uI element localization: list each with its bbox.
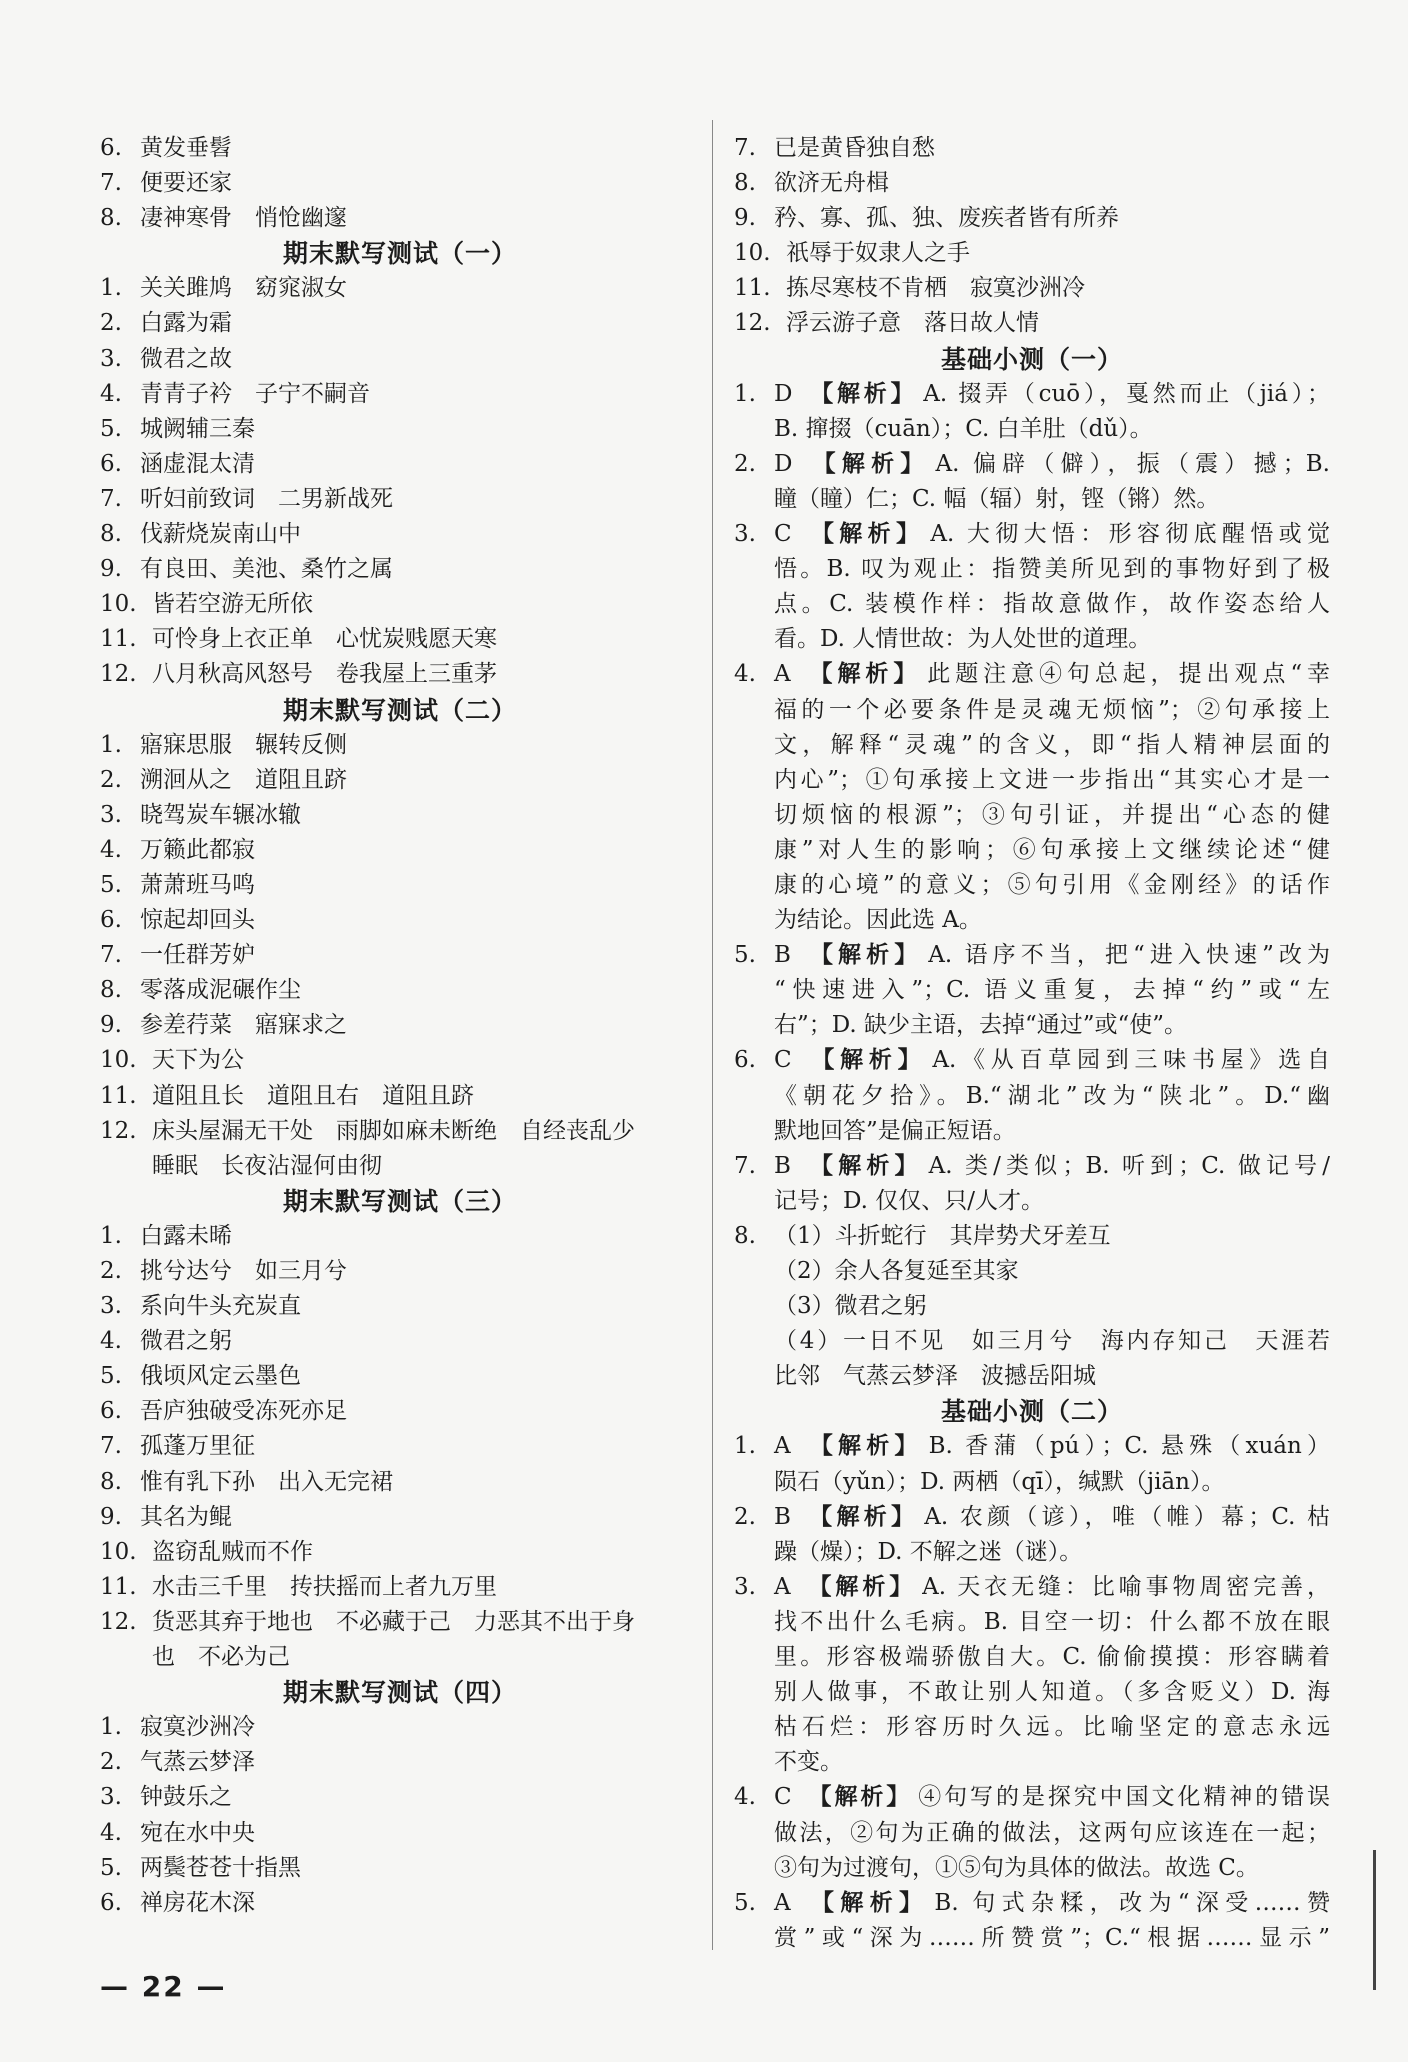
analysis-tag: 【解析】	[805, 1047, 927, 1074]
item-text: 其名为鲲	[140, 1503, 232, 1530]
section-heading: 期末默写测试（四）	[282, 1678, 517, 1708]
item-number: 12.	[734, 310, 771, 337]
item-number: 2.	[100, 1749, 122, 1776]
continuation-line: 福的一个必要条件是灵魂无烦恼”；②句承接上	[774, 696, 1330, 723]
analysis-tag: 【解析】	[805, 1784, 913, 1811]
analysis-tag: 【解析】	[804, 942, 923, 969]
item-text: 便要还家	[140, 170, 232, 197]
item-number: 10.	[100, 1538, 137, 1565]
item-text: 祇辱于奴隶人之手	[786, 240, 970, 267]
continuation-line: （4）一日不见 如三月兮 海内存知己 天涯若	[774, 1328, 1330, 1355]
answer-item	[100, 903, 700, 938]
item-number: 6.	[100, 1889, 122, 1916]
item-text: 伐薪烧炭南山中	[140, 521, 301, 548]
item-text: 俄顷风定云墨色	[140, 1363, 301, 1390]
item-number: 4.	[100, 380, 122, 407]
answer-item	[734, 938, 1330, 973]
continuation-line: 悟。B. 叹为观止：指赞美所见到的事物好到了极	[774, 556, 1330, 583]
item-number: 1.	[100, 1714, 122, 1741]
item-number: 2.	[100, 766, 122, 793]
item-number: 1.	[100, 275, 122, 302]
answer-choice: A	[774, 1889, 791, 1916]
analysis-tag: 【解析】	[804, 1889, 929, 1916]
item-number: 11.	[100, 1082, 137, 1109]
answer-item	[100, 201, 700, 236]
answer-item	[100, 798, 700, 833]
item-number: 2.	[734, 450, 756, 477]
continuation-line: 里。形容极端骄傲自大。C. 偷偷摸摸：形容瞒着	[774, 1644, 1330, 1671]
item-text: A. 大彻大悟：形容彻底醒悟或觉	[930, 521, 1331, 548]
answer-item	[100, 1254, 700, 1289]
item-number: 5.	[734, 942, 756, 969]
item-text: 道阻且长 道阻且右 道阻且跻	[152, 1082, 474, 1109]
answer-item	[100, 1780, 700, 1815]
item-text: 涵虚混太清	[140, 450, 255, 477]
continuation-line: 赏”或“深为……所赞赏”；C.“根据……显示”	[774, 1924, 1330, 1951]
item-text: 一任群芳妒	[140, 942, 255, 969]
answer-item	[734, 166, 1330, 201]
continuation-line: 内心”；①句承接上文进一步指出“其实心才是一	[774, 766, 1330, 793]
answer-item	[734, 517, 1330, 552]
item-text: 溯洄从之 道阻且跻	[140, 766, 347, 793]
continuation-line: 睡眠 长夜沾湿何由彻	[152, 1152, 382, 1179]
item-text: 钟鼓乐之	[140, 1784, 232, 1811]
analysis-tag: 【解析】	[804, 661, 922, 688]
item-text: 微君之躬	[140, 1328, 232, 1355]
item-number: 2.	[734, 1503, 756, 1530]
item-text: A. 偏辟（僻），振（震）撼；B.	[935, 450, 1330, 477]
item-text: 孤蓬万里征	[140, 1433, 255, 1460]
item-number: 6.	[100, 907, 122, 934]
item-text: 城阙辅三秦	[140, 415, 255, 442]
answer-item	[100, 342, 700, 377]
answer-item	[100, 938, 700, 973]
item-number: 10.	[100, 1047, 137, 1074]
answer-choice: D	[774, 450, 793, 477]
item-number: 5.	[100, 1854, 122, 1881]
continuation-line: 比邻 气蒸云梦泽 波撼岳阳城	[774, 1363, 1096, 1390]
answer-item	[734, 1149, 1330, 1184]
item-number: 11.	[100, 626, 137, 653]
answer-item	[100, 1886, 700, 1921]
item-text: A.《从百草园到三味书屋》选自	[932, 1047, 1331, 1074]
continuation-line: 陨石（yǔn）；D. 两栖（qī），缄默（jiān）。	[774, 1468, 1225, 1495]
answer-item	[100, 1008, 700, 1043]
item-text: 晓驾炭车辗冰辙	[140, 801, 301, 828]
item-text: A. 类/类似；B. 听到；C. 做记号/	[928, 1152, 1330, 1179]
continuation-line: 右”；D. 缺少主语，去掉“通过”或“使”。	[774, 1012, 1188, 1039]
continuation-line: 康”对人生的影响；⑥句承接上文继续论述“健	[774, 836, 1330, 863]
answer-item	[100, 306, 700, 341]
answer-item	[734, 236, 1330, 271]
item-number: 8.	[100, 1468, 122, 1495]
item-text: 已是黄昏独自愁	[774, 135, 935, 161]
answer-item	[100, 1114, 700, 1149]
answer-item	[100, 1535, 700, 1570]
item-number: 4.	[100, 1819, 122, 1846]
item-text: 萧萧班马鸣	[140, 871, 255, 898]
answer-choice: C	[774, 521, 792, 548]
analysis-tag: 【解析】	[804, 1433, 923, 1460]
answer-item	[100, 763, 700, 798]
answer-item	[100, 1465, 700, 1500]
item-text: 凄神寒骨 悄怆幽邃	[140, 205, 347, 232]
section-heading: 期末默写测试（三）	[282, 1186, 517, 1216]
answer-item	[100, 1570, 700, 1605]
continuation-line: 躁（燥）；D. 不解之迷（谜）。	[774, 1538, 1083, 1565]
item-text: 浮云游子意 落日故人情	[786, 310, 1039, 337]
answer-item	[100, 657, 700, 692]
item-number: 10.	[734, 240, 771, 267]
item-number: 2.	[100, 310, 122, 337]
item-number: 1.	[734, 380, 756, 407]
item-number: 3.	[100, 801, 122, 828]
item-number: 7.	[100, 485, 122, 512]
answer-choice: A	[774, 661, 791, 688]
item-number: 3.	[100, 1784, 122, 1811]
item-number: 8.	[734, 1222, 756, 1249]
answer-choice: B	[774, 1152, 791, 1179]
item-number: 1.	[100, 1222, 122, 1249]
item-number: 7.	[100, 170, 122, 197]
item-text: 参差荇菜 寤寐求之	[140, 1012, 347, 1039]
item-number: 3.	[734, 1573, 756, 1600]
item-number: 4.	[100, 1328, 122, 1355]
continuation-line: 为结论。因此选 A。	[774, 907, 982, 934]
item-text: 气蒸云梦泽	[140, 1749, 255, 1776]
answer-item	[100, 1359, 700, 1394]
continuation-line: 切烦恼的根源”；③句引证，并提出“心态的健	[774, 801, 1330, 828]
continuation-line: 也 不必为己	[152, 1644, 290, 1671]
continuation-line: 瞳（瞳）仁；C. 幅（辐）射，铿（锵）然。	[774, 485, 1220, 512]
item-number: 2.	[100, 1258, 122, 1284]
continuation-line: 点。C. 装模作样：指故意做作，故作姿态给人	[774, 591, 1330, 618]
item-number: 6.	[100, 450, 122, 477]
item-number: 9.	[100, 556, 122, 583]
item-number: 5.	[734, 1889, 756, 1916]
right-column	[734, 131, 1330, 1956]
answer-choice: C	[774, 1047, 792, 1074]
answer-item	[734, 1043, 1330, 1078]
section-heading: 期末默写测试（一）	[282, 239, 517, 269]
item-number: 11.	[734, 275, 771, 302]
answer-choice: B	[774, 942, 791, 969]
item-text: A. 天衣无缝：比喻事物周密完善，	[922, 1573, 1331, 1600]
answer-choice: A	[774, 1573, 791, 1600]
item-text: B. 香蒲（pú）；C. 悬殊（xuán）	[928, 1433, 1330, 1460]
continuation-line: 枯石烂：形容历时久远。比喻坚定的意志永远	[774, 1714, 1330, 1741]
item-text: 吾庐独破受冻死亦足	[140, 1398, 347, 1425]
section-heading: 基础小测（二）	[940, 1397, 1123, 1427]
item-number: 4.	[100, 836, 122, 863]
answer-item	[100, 1816, 700, 1851]
continuation-line: 看。D. 人情世故：为人处世的道理。	[774, 626, 1152, 653]
item-text: 此题注意④句总起，提出观点“幸	[927, 661, 1330, 688]
item-text: 宛在水中央	[140, 1819, 255, 1846]
item-text: 白露为霜	[140, 310, 232, 337]
scan-edge-mark	[1373, 1850, 1376, 1990]
continuation-line: B. 撺掇（cuān）；C. 白羊肚（dǔ）。	[774, 415, 1153, 442]
item-text: 白露未晞	[140, 1222, 232, 1249]
item-number: 7.	[100, 942, 122, 969]
item-text: A. 语序不当，把“进入快速”改为	[928, 942, 1331, 969]
item-number: 5.	[100, 1363, 122, 1390]
item-text: 有良田、美池、桑竹之属	[140, 556, 393, 583]
continuation-line: 默地回答”是偏正短语。	[774, 1117, 1016, 1144]
answer-item	[734, 377, 1330, 412]
item-number: 5.	[100, 871, 122, 898]
continuation-line: 别人做事，不敢让别人知道。（多含贬义）D. 海	[774, 1679, 1330, 1706]
answer-item	[100, 1745, 700, 1780]
item-number: 6.	[100, 135, 122, 161]
item-text: 系向牛头充炭直	[140, 1293, 301, 1320]
continuation-line: 康的心境”的意义；⑤句引用《金刚经》的话作	[774, 871, 1330, 898]
item-text: 欲济无舟楫	[774, 170, 889, 197]
analysis-tag: 【解析】	[804, 1503, 919, 1530]
item-number: 9.	[100, 1503, 122, 1530]
item-number: 8.	[100, 205, 122, 232]
item-number: 6.	[734, 1047, 756, 1074]
answer-item	[734, 1500, 1330, 1535]
item-text: 惊起却回头	[140, 907, 255, 934]
item-text: 寂寞沙洲冷	[140, 1714, 255, 1741]
answer-item	[100, 1324, 700, 1359]
answer-item	[734, 1219, 1330, 1254]
answer-item	[100, 1289, 700, 1324]
continuation-line: ③句为过渡句，①⑤句为具体的做法。故选 C。	[774, 1854, 1259, 1881]
continuation-line: 《朝花夕拾》。B.“湖北”改为“陕北”。D.“幽	[774, 1082, 1330, 1109]
column-divider	[712, 120, 713, 1950]
answer-item	[100, 1710, 700, 1745]
item-text: A. 农颜（谚），唯（帷）幕；C. 枯	[924, 1503, 1331, 1530]
item-text: 听妇前致词 二男新战死	[140, 485, 393, 512]
item-text: 拣尽寒枝不肯栖 寂寞沙洲冷	[786, 275, 1085, 302]
item-text: 水击三千里 抟扶摇而上者九万里	[152, 1573, 497, 1600]
item-text: 关关雎鸠 窈窕淑女	[140, 275, 347, 302]
answer-item	[734, 131, 1330, 166]
answer-item	[100, 622, 700, 657]
item-number: 3.	[100, 1293, 122, 1320]
page-number: — 22 —	[100, 1970, 227, 2003]
item-text: 天下为公	[152, 1047, 244, 1074]
item-number: 5.	[100, 415, 122, 442]
answer-item	[100, 587, 700, 622]
item-text: 矜、寡、孤、独、废疾者皆有所养	[774, 205, 1119, 232]
continuation-line: 不变。	[774, 1749, 843, 1776]
item-text: 八月秋高风怒号 卷我屋上三重茅	[152, 661, 497, 688]
item-number: 10.	[100, 591, 137, 618]
answer-choice: C	[774, 1784, 792, 1811]
item-number: 7.	[100, 1433, 122, 1460]
answer-item	[734, 1780, 1330, 1815]
answer-item	[100, 1605, 700, 1640]
answer-item	[100, 1043, 700, 1078]
answer-item	[100, 868, 700, 903]
item-text: 禅房花木深	[140, 1889, 255, 1916]
item-text: 两鬓苍苍十指黑	[140, 1854, 301, 1881]
item-text: 微君之故	[140, 345, 232, 372]
item-number: 7.	[734, 135, 756, 161]
item-number: 4.	[734, 661, 756, 688]
item-number: 1.	[734, 1433, 756, 1460]
answer-item	[100, 1851, 700, 1886]
item-number: 9.	[734, 205, 756, 232]
item-text: 床头屋漏无干处 雨脚如麻未断绝 自经丧乱少	[152, 1117, 635, 1144]
item-number: 6.	[100, 1398, 122, 1425]
continuation-line: 找不出什么毛病。B. 目空一切：什么都不放在眼	[774, 1608, 1330, 1635]
item-number: 8.	[100, 977, 122, 1004]
answer-item	[100, 552, 700, 587]
item-text: 寤寐思服 辗转反侧	[140, 731, 347, 758]
item-number: 12.	[100, 661, 137, 688]
answer-item	[100, 1079, 700, 1114]
answer-item	[100, 1394, 700, 1429]
item-number: 3.	[734, 521, 756, 548]
answer-item	[734, 1570, 1330, 1605]
answer-choice: A	[774, 1433, 791, 1460]
item-text: 惟有乳下孙 出入无完裙	[140, 1468, 393, 1495]
item-text: B. 句式杂糅，改为“深受……赞	[934, 1889, 1330, 1916]
item-text: 货恶其弃于地也 不必藏于己 力恶其不出于身	[152, 1608, 635, 1635]
answer-item	[100, 1219, 700, 1254]
item-text: 万籁此都寂	[140, 836, 255, 863]
item-text: 皆若空游无所依	[152, 591, 313, 618]
section-heading: 基础小测（一）	[940, 344, 1123, 374]
item-number: 12.	[100, 1608, 137, 1635]
item-number: 1.	[100, 731, 122, 758]
continuation-line: “快速进入”；C. 语义重复，去掉“约”或“左	[774, 977, 1330, 1004]
analysis-tag: 【解析】	[806, 380, 918, 407]
answer-item	[100, 447, 700, 482]
answer-item	[100, 377, 700, 412]
answer-item	[100, 833, 700, 868]
answer-item	[100, 131, 700, 166]
item-number: 12.	[100, 1117, 137, 1144]
answer-item	[100, 412, 700, 447]
item-text: 可怜身上衣正单 心忧炭贱愿天寒	[152, 626, 497, 653]
answer-item	[100, 482, 700, 517]
answer-item	[100, 271, 700, 306]
answer-item	[734, 657, 1330, 692]
continuation-line: 记号；D. 仅仅、只/人才。	[774, 1187, 1044, 1214]
continuation-line: 做法，②句为正确的做法，这两句应该连在一起；	[774, 1819, 1330, 1846]
answer-choice: B	[774, 1503, 791, 1530]
analysis-tag: 【解析】	[805, 521, 925, 548]
answer-item	[100, 973, 700, 1008]
item-number: 3.	[100, 345, 122, 372]
item-number: 11.	[100, 1573, 137, 1600]
item-text: （1）斗折蛇行 其岸势犬牙差互	[774, 1222, 1111, 1249]
continuation-line: 文，解释“灵魂”的含义，即“指人精神层面的	[774, 731, 1330, 758]
item-text: 零落成泥碾作尘	[140, 977, 301, 1004]
answer-item	[100, 1500, 700, 1535]
answer-choice: D	[774, 380, 793, 407]
item-text: 青青子衿 子宁不嗣音	[140, 380, 370, 407]
item-number: 7.	[734, 1152, 756, 1179]
item-number: 9.	[100, 1012, 122, 1039]
answer-item	[100, 728, 700, 763]
item-number: 8.	[734, 170, 756, 197]
left-column	[100, 131, 700, 1921]
continuation-line: （3）微君之躬	[774, 1293, 927, 1320]
answer-item	[734, 306, 1330, 341]
section-heading: 期末默写测试（二）	[282, 695, 517, 725]
answer-item	[100, 166, 700, 201]
answer-item	[734, 271, 1330, 306]
answer-item	[100, 1429, 700, 1464]
item-number: 4.	[734, 1784, 756, 1811]
continuation-line: （2）余人各复延至其家	[774, 1258, 1019, 1284]
answer-item	[100, 517, 700, 552]
item-number: 8.	[100, 521, 122, 548]
item-text: 挑兮达兮 如三月兮	[140, 1258, 347, 1284]
analysis-tag: 【解析】	[804, 1573, 917, 1600]
answer-item	[734, 1886, 1330, 1921]
answer-item	[734, 1429, 1330, 1464]
answer-item	[734, 447, 1330, 482]
item-text: ④句写的是探究中国文化精神的错误	[918, 1784, 1331, 1811]
analysis-tag: 【解析】	[806, 450, 930, 477]
item-text: A. 掇弄（cuō），戛然而止（jiá）；	[923, 380, 1331, 407]
item-text: 黄发垂髫	[140, 135, 232, 161]
answer-item	[734, 201, 1330, 236]
analysis-tag: 【解析】	[804, 1152, 923, 1179]
item-text: 盗窃乱贼而不作	[152, 1538, 313, 1565]
